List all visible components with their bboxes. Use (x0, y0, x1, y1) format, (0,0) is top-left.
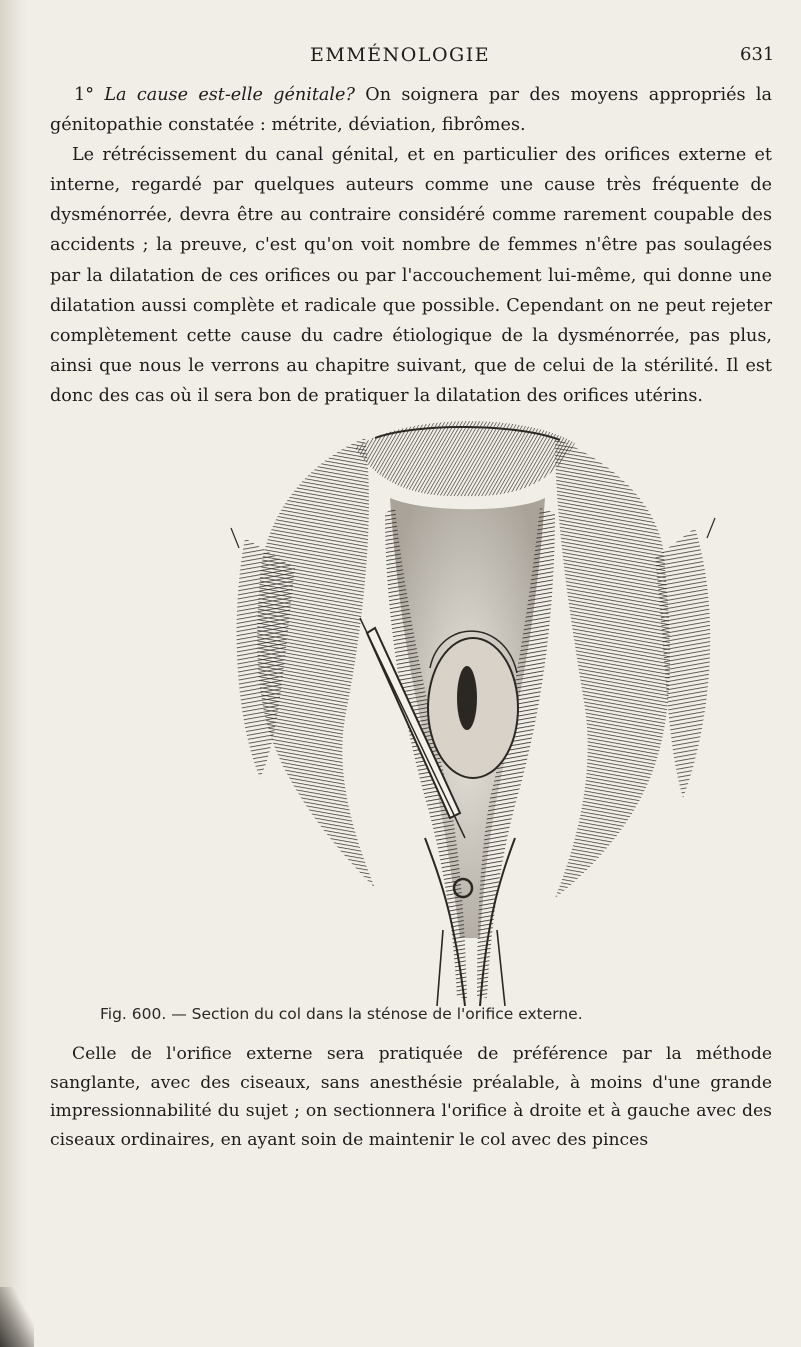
figure-caption: Fig. 600. — Section du col dans la sténose de l'orifice externe. (100, 1005, 583, 1023)
cervix-section-illustration (225, 418, 725, 1006)
after-text-block (50, 1040, 772, 1154)
running-header (0, 44, 801, 74)
paragraph-number: 1° (74, 85, 94, 105)
intro-text-block (50, 80, 772, 411)
page-shadow-edge (0, 0, 28, 1347)
paragraph-genital-cause (50, 80, 772, 140)
page-corner-shadow (0, 1287, 34, 1347)
page-number: 631 (740, 44, 775, 65)
run-in-heading: La cause est-elle génitale? (104, 85, 355, 105)
paragraph-text: On soignera par des moyens appropriés la génitopathie constatée : métrite, déviation, fibrômes. (50, 85, 773, 136)
running-title: EMMÉNOLOGIE (310, 44, 491, 66)
paragraph-stenosis: Le rétrécissement du canal génital, et en particulier des orifices externe et interne, regardé par quelques auteurs comme une cause très fréquente de dysménorrée, devra être au contraire considéré comme rarement coupable des accidents ; la preuve, c'est qu'on voit nombre de femmes n'être pas soulagées par la dilatation de ces orifices ou par l'accouchement lui-même, qui donne une dilatation aussi complète et radicale que possible. Cependant on ne peut rejeter complètement cette cause du cadre étiologique de la dysménorrée, pas plus, ainsi que nous le verrons au chapitre suivant, que de celui de la stérilité. Il est donc des cas où il sera bon de pratiquer la dilatation des orifices utérins. (50, 145, 772, 406)
paragraph-external-orifice: Celle de l'orifice externe sera pratiquée de préférence par la méthode sanglante, avec des ciseaux, sans anesthésie préalable, à moins d'une grande impressionnabilité du sujet ; on sectionnera l'orifice à droite et à gauche avec des ciseaux ordinaires, en ayant soin de maintenir le col avec des pinces (50, 1044, 772, 1150)
